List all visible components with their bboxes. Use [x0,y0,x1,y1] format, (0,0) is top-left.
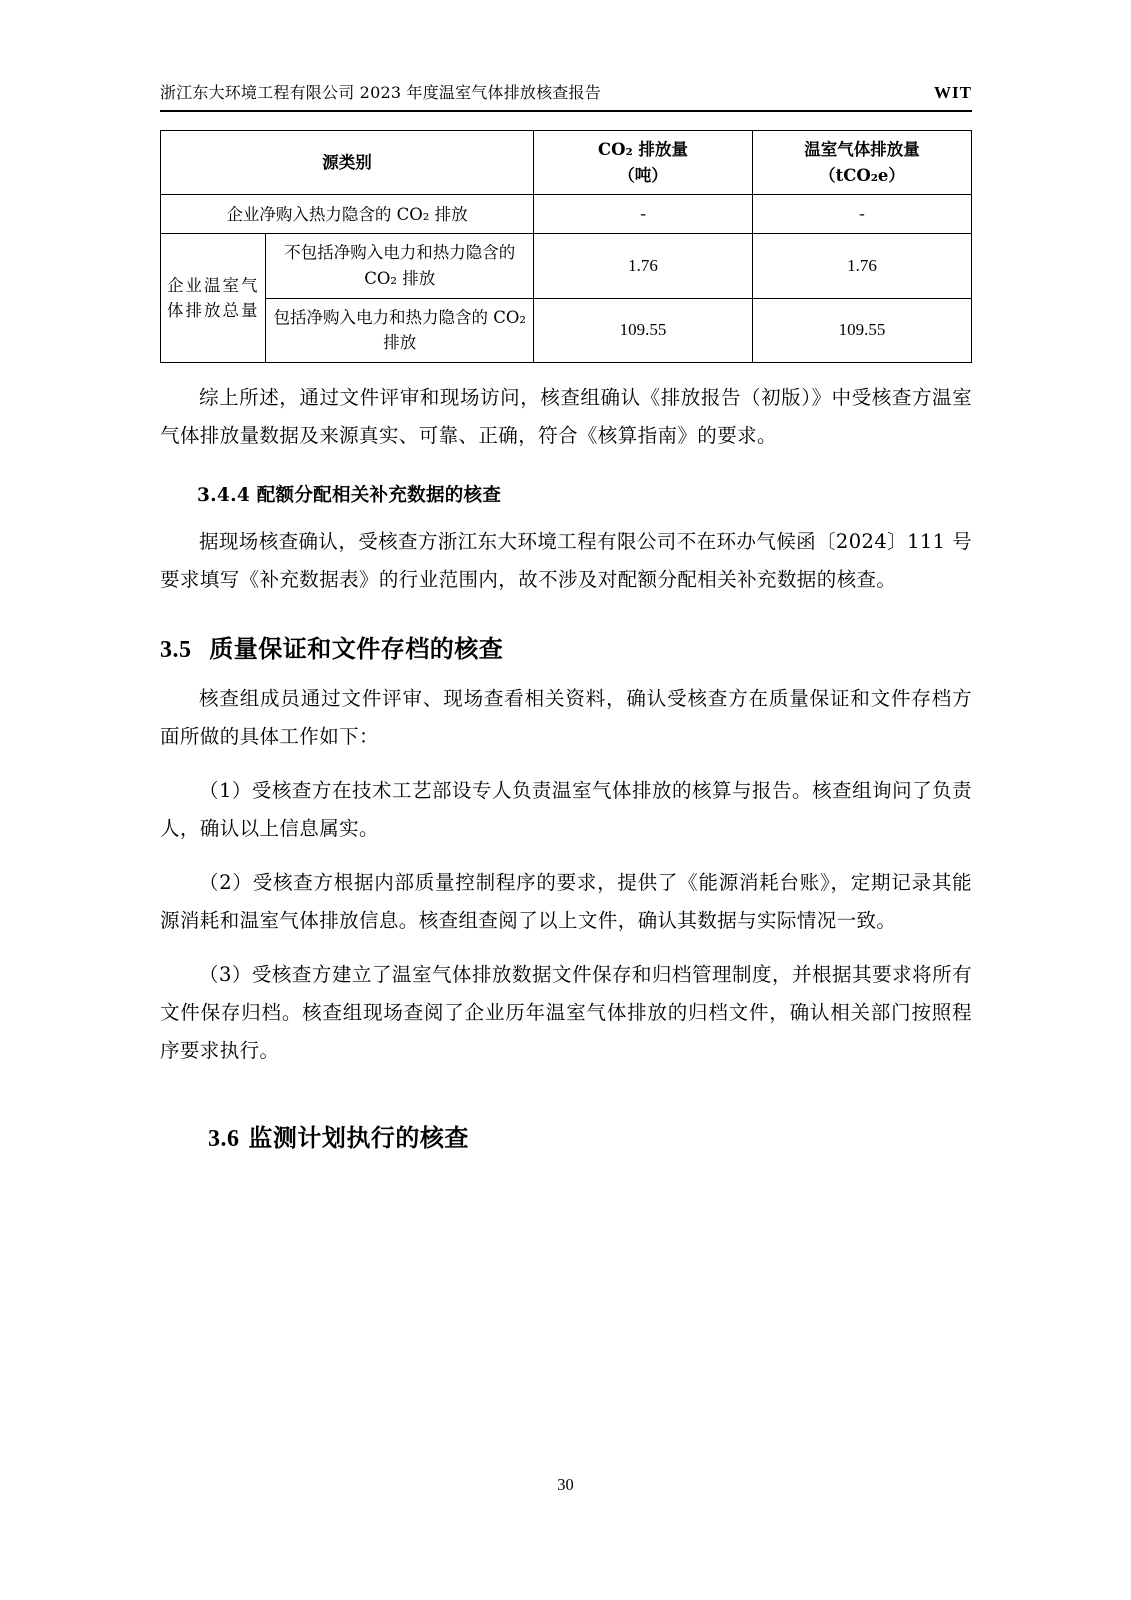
header-cell-ghg [753,131,972,195]
paragraph-summary: 综上所述，通过文件评审和现场访问，核查组确认《排放报告（初版）》中受核查方温室气体排放量数据及来源真实、可靠、正确，符合《核算指南》的要求。 [160,385,972,447]
page-footer [0,1475,1131,1495]
header-cell-co2-line2: （吨） [618,165,668,185]
heading-3-6-number: 3.6 [208,1125,240,1152]
row-co2: 109.55 [534,298,753,362]
row-co2: - [534,195,753,234]
heading-3-6 [160,1118,972,1153]
paragraph-3-5-intro: 核查组成员通过文件评审、现场查看相关资料，确认受核查方在质量保证和文件存档方面所做的具体工作如下： [160,686,972,748]
page-header [160,80,972,112]
row-co2: 1.76 [534,234,753,298]
row-ghg: - [753,195,972,234]
row-ghg: 109.55 [753,298,972,362]
page-content [160,80,972,1161]
paragraph-3-5-item-3: （3）受核查方建立了温室气体排放数据文件保存和归档管理制度，并根据其要求将所有文件保存归档。核查组现场查阅了企业历年温室气体排放的归档文件，确认相关部门按照程序要求执行。 [160,962,972,1062]
heading-3-4-4: 3.4.4 配额分配相关补充数据的核查 [197,484,502,506]
row-desc: 不包括净购入电力和热力隐含的 CO₂ 排放 [266,234,534,298]
header-logo-text: WIT [934,83,972,102]
table-row [161,234,972,298]
paragraph-3-5-item-1: （1）受核查方在技术工艺部设专人负责温室气体排放的核算与报告。核查组询问了负责人，确认以上信息属实。 [160,778,972,840]
table-header-row [161,131,972,195]
header-title: 浙江东大环境工程有限公司 2023 年度温室气体排放核查报告 [160,83,601,102]
emissions-table [160,130,972,363]
heading-3-6-text: 监测计划执行的核查 [248,1122,469,1152]
heading-3-5 [160,629,972,664]
heading-3-5-number: 3.5 [160,636,192,663]
header-cell-ghg-line2: （tCO₂e） [819,165,905,185]
row-ghg: 1.76 [753,234,972,298]
table-row [161,195,972,234]
paragraph-3-4-4: 据现场核查确认，受核查方浙江东大环境工程有限公司不在环办气候函〔2024〕111 号要求填写《补充数据表》的行业范围内，故不涉及对配额分配相关补充数据的核查。 [160,529,972,591]
page-number: 30 [557,1475,574,1494]
header-cell-co2 [534,131,753,195]
row-desc: 包括净购入电力和热力隐含的 CO₂ 排放 [266,298,534,362]
header-cell-co2-line1: CO₂ 排放量 [598,140,689,159]
header-cell-source: 源类别 [161,131,534,195]
heading-3-5-text: 质量保证和文件存档的核查 [209,633,504,663]
paragraph-3-5-item-2: （2）受核查方根据内部质量控制程序的要求，提供了《能源消耗台账》，定期记录其能源消耗和温室气体排放信息。核查组查阅了以上文件，确认其数据与实际情况一致。 [160,870,972,932]
header-cell-ghg-line1: 温室气体排放量 [804,140,920,159]
row-group-label: 企业温室气体排放总量 [161,234,266,362]
row-desc: 企业净购入热力隐含的 CO₂ 排放 [161,195,534,234]
table-row [161,298,972,362]
